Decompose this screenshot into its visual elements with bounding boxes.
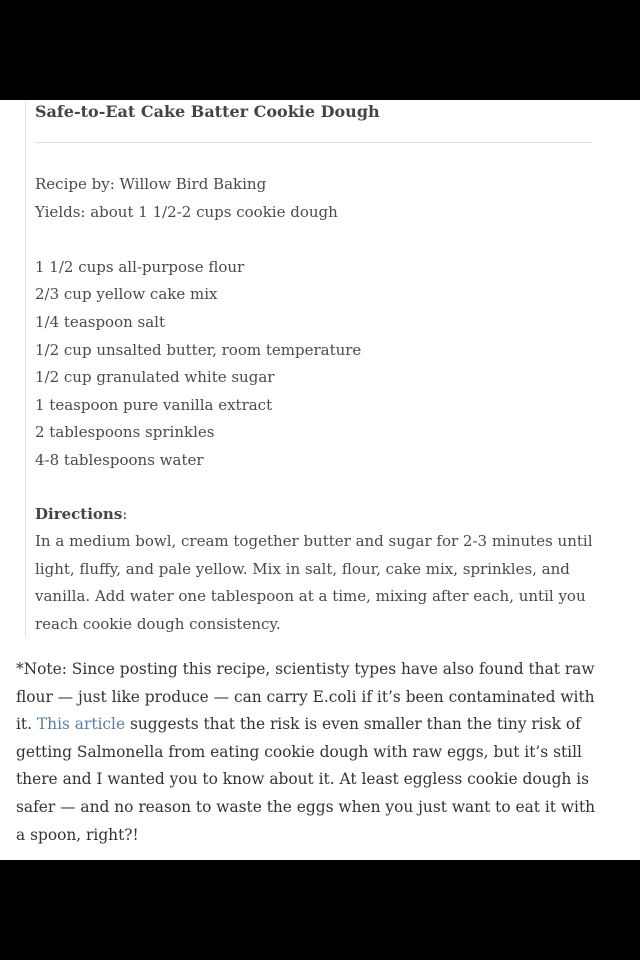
recipe-title: Safe-to-Eat Cake Batter Cookie Dough [35, 102, 380, 121]
directions-heading-label: Directions [35, 505, 123, 523]
article-page [0, 100, 640, 860]
ingredient-item: 2/3 cup yellow cake mix [35, 285, 218, 303]
ingredient-item: 1/2 cup granulated white sugar [35, 368, 275, 386]
note-text-before-link: *Note: Since posting this recipe, scientisty types have also found that raw flour — just like produce — can carry E.coli if it’s been contaminated with it. [16, 660, 595, 734]
ingredient-item: 4-8 tablespoons water [35, 451, 204, 469]
note-text-after-link: suggests that the risk is even smaller than the tiny risk of getting Salmonella from eating cookie dough with raw eggs, but it’s still there and I wanted you to know about it. At least eggless cookie dough is safer — and no reason to waste the eggs when you just want to eat it with a spoon, right?! [16, 715, 596, 844]
article-link[interactable]: This article [36, 715, 126, 734]
recipe-yield: Yields: about 1 1/2-2 cups cookie dough [35, 203, 338, 221]
ingredient-item: 1/4 teaspoon salt [35, 313, 166, 331]
directions-heading-colon: : [122, 505, 128, 523]
directions-text: In a medium bowl, cream together butter and sugar for 2-3 minutes until light, fluffy, and pale yellow. Mix in salt, flour, cake mix, sprinkles, and vanilla. Add water one tablespoon at a time, mixing after each, until you reach cookie dough consistency. [35, 532, 593, 633]
safety-note [16, 656, 606, 849]
recipe-author: Recipe by: Willow Bird Baking [35, 175, 267, 193]
title-divider [35, 142, 591, 143]
ingredient-item: 1 teaspoon pure vanilla extract [35, 396, 273, 414]
ingredient-item: 1/2 cup unsalted butter, room temperature [35, 341, 362, 359]
ingredient-item: 2 tablespoons sprinkles [35, 423, 215, 441]
directions-heading [35, 504, 127, 524]
ingredient-item: 1 1/2 cups all-purpose flour [35, 258, 245, 276]
recipe-card [25, 100, 616, 637]
